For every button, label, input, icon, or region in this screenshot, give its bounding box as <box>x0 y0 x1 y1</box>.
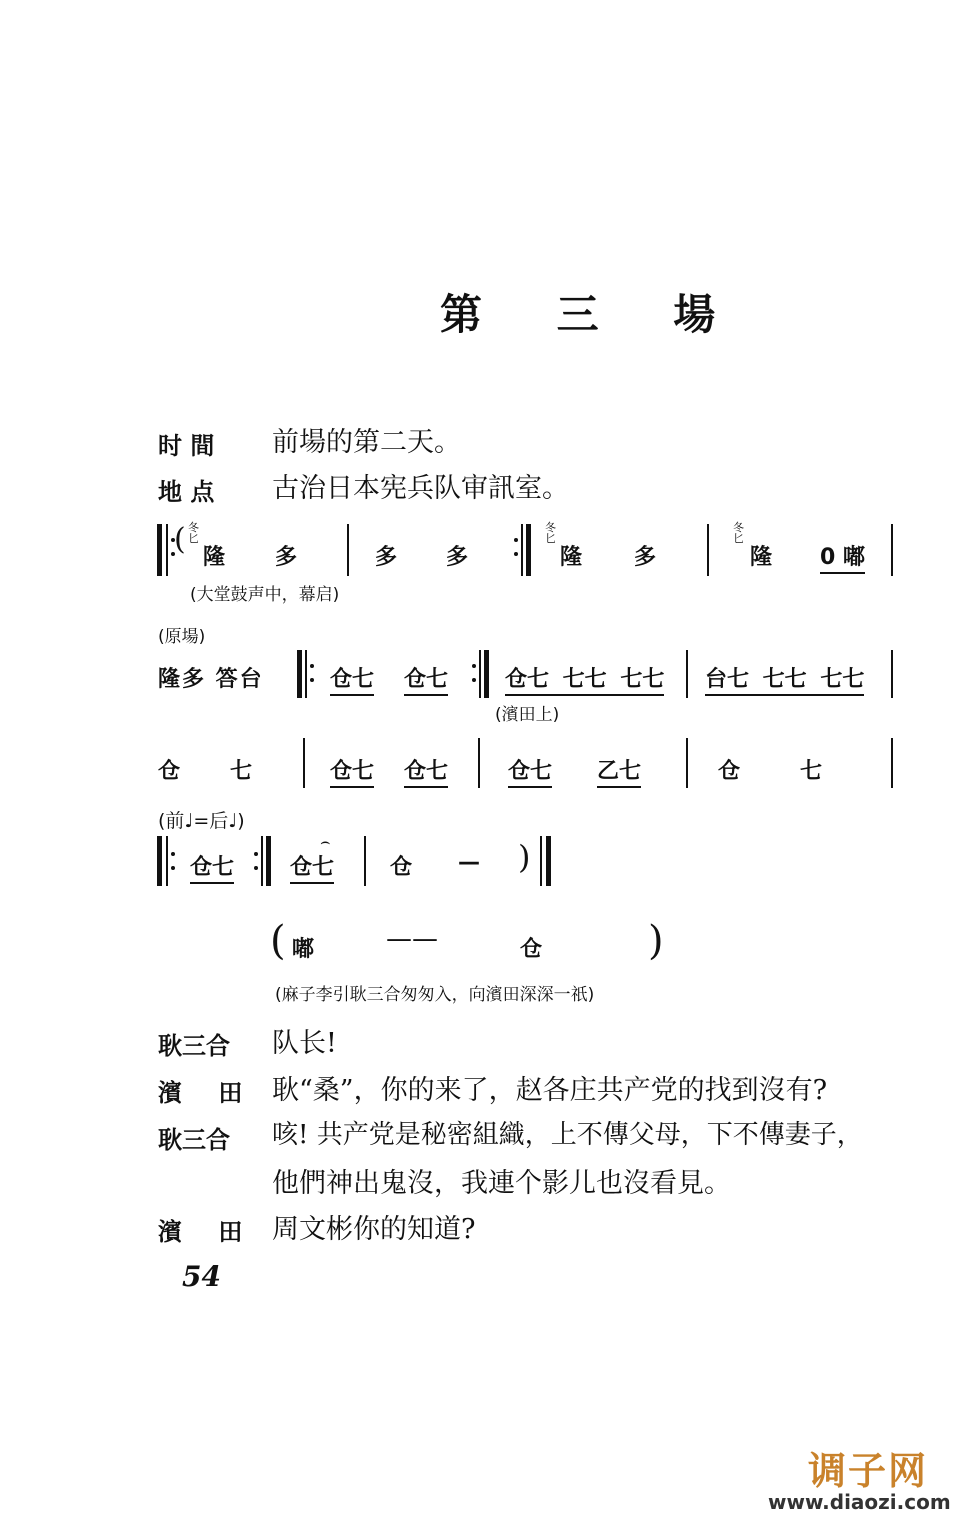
grace-mark: 冬匕 <box>545 521 556 545</box>
beat: 台七 七七 七七 <box>705 662 864 696</box>
repeat-barline <box>266 836 271 886</box>
repeat-barline <box>526 524 531 576</box>
beat: 多 <box>446 545 469 570</box>
grace-mark: 冬匕 <box>188 521 199 545</box>
beat: 仓七 <box>330 662 374 696</box>
beat: 仓七 <box>330 754 374 788</box>
dash: —— <box>386 924 438 954</box>
close-paren: ) <box>648 918 664 964</box>
beat: 嘟 <box>292 937 315 962</box>
dialogue-line: 耿“桑”，你的来了，赵各庄共产党的找到沒有? <box>272 1075 828 1106</box>
beat: 隆 <box>750 545 773 570</box>
barline <box>479 650 481 698</box>
speaker: 濱 田 <box>158 1079 243 1107</box>
dialogue-line: 咳! 共产党是秘密組織，上不傳父母，下不傳妻子， <box>272 1120 863 1150</box>
beat: 仓七 <box>290 850 334 884</box>
scene-title: 第 三 場 <box>440 290 746 339</box>
repeat-barline <box>484 650 489 698</box>
barline <box>303 738 305 788</box>
beat: 隆 <box>560 545 583 570</box>
beat: 0 嘟 <box>820 540 865 574</box>
beat: 隆 <box>203 545 226 570</box>
time-label: 时 間 <box>158 432 215 460</box>
beat: 仓七 七七 七七 <box>505 662 664 696</box>
barline <box>891 738 893 788</box>
dialogue-line: 队长! <box>272 1028 337 1059</box>
grace-mark: 冬匕 <box>733 521 744 545</box>
beat: 七 <box>800 759 823 784</box>
beat: 仓七 <box>190 850 234 884</box>
dialogue-line: 他們神出鬼沒，我連个影儿也沒看見。 <box>272 1168 731 1199</box>
barline <box>305 650 307 698</box>
barline <box>521 524 523 576</box>
beat: 仓 <box>718 759 741 784</box>
open-paren: ( <box>174 522 186 557</box>
beat: 仓 <box>520 937 543 962</box>
watermark-logo: 调子网 <box>808 1449 929 1493</box>
section-note: (原場) <box>158 627 206 647</box>
fermata-icon: ⌢ <box>320 832 331 851</box>
barline <box>891 650 893 698</box>
barline <box>166 836 168 886</box>
barline <box>686 650 688 698</box>
barline <box>166 524 168 576</box>
barline <box>686 738 688 788</box>
stage-note: (大堂鼓声中，幕启) <box>190 585 340 605</box>
repeat-barline <box>157 836 162 886</box>
barline <box>261 836 263 886</box>
watermark-url: www.diaozi.com <box>768 1490 951 1514</box>
beat: 仓七 <box>404 754 448 788</box>
beat: 仓 <box>390 855 413 880</box>
open-paren: ( <box>270 918 286 964</box>
beat: 乙七 <box>597 754 641 788</box>
place-label: 地 点 <box>158 478 215 506</box>
barline <box>707 524 709 576</box>
time-text: 前場的第二天。 <box>272 427 461 458</box>
beat: 仓七 <box>508 754 552 788</box>
barline <box>478 738 480 788</box>
speaker: 耿三合 <box>158 1126 230 1154</box>
barline <box>891 524 893 576</box>
close-paren: ) <box>518 838 531 876</box>
repeat-barline <box>157 524 162 576</box>
beat-lead: 隆多 答台 <box>158 667 264 692</box>
beat: — <box>458 850 480 875</box>
barline <box>540 836 542 886</box>
speaker: 耿三合 <box>158 1032 230 1060</box>
dialogue-line: 周文彬你的知道? <box>272 1214 476 1245</box>
stage-direction: (麻子李引耿三合匆匆入，向濱田深深一祇) <box>275 985 595 1005</box>
repeat-barline <box>297 650 302 698</box>
beat: 多 <box>375 545 398 570</box>
end-barline <box>546 836 551 886</box>
beat: 多 <box>634 545 657 570</box>
beat: 仓七 <box>404 662 448 696</box>
page-number: 54 <box>182 1260 221 1293</box>
barline <box>364 836 366 886</box>
place-text: 古治日本宪兵队审訊室。 <box>272 473 569 504</box>
stage-note: (濱田上) <box>495 705 560 725</box>
beat: 仓 <box>158 759 181 784</box>
beat: 多 <box>275 545 298 570</box>
speaker: 濱 田 <box>158 1218 243 1246</box>
barline <box>347 524 349 576</box>
beat: 七 <box>230 759 253 784</box>
tempo-note: (前♩=后♩) <box>158 810 245 832</box>
